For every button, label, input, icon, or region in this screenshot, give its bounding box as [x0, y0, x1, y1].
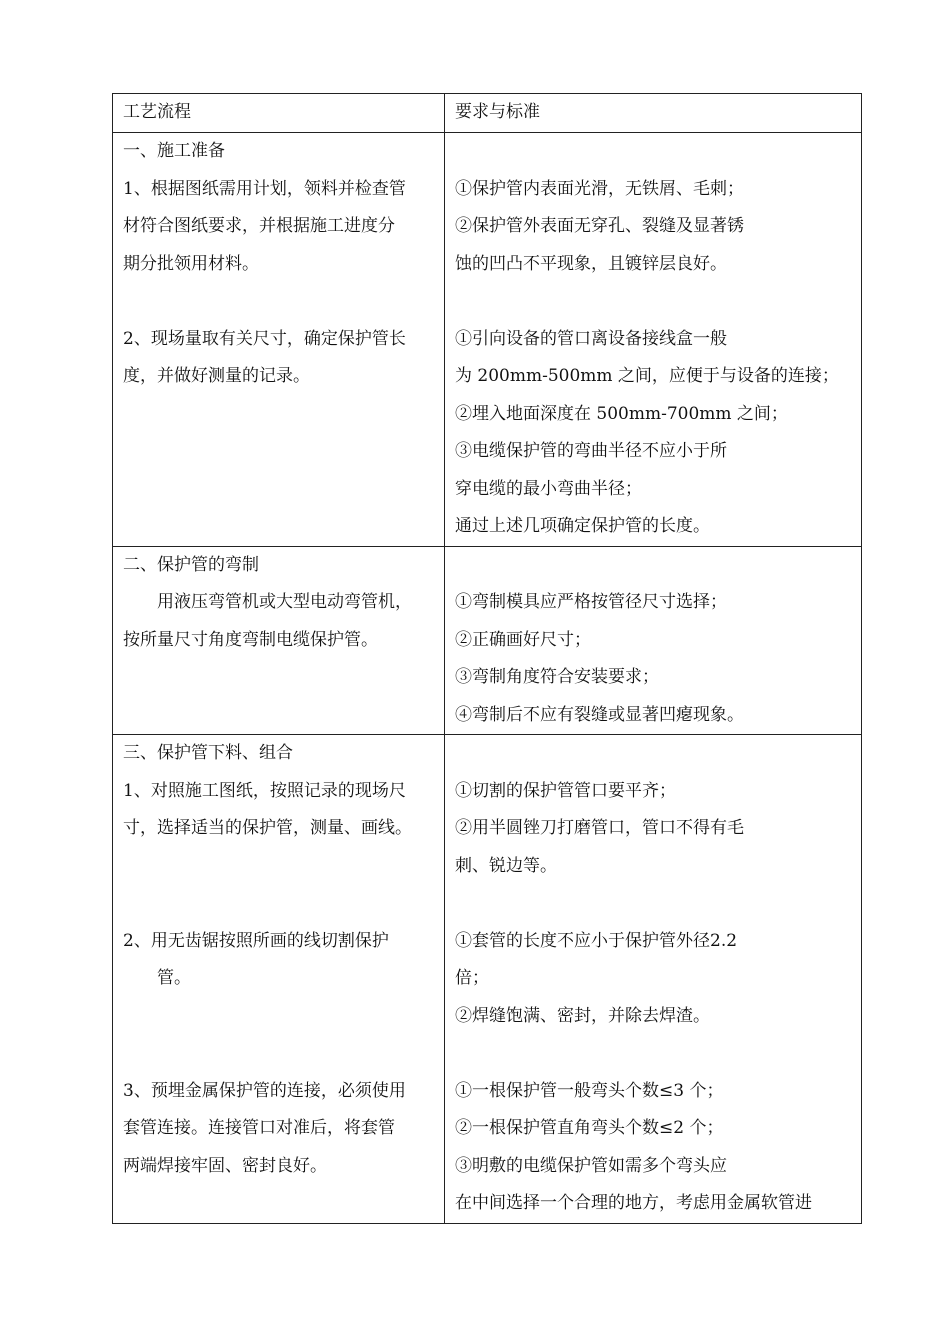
- spacer: [123, 848, 438, 886]
- spacer: [455, 885, 855, 923]
- step-text: 材符合图纸要求，并根据施工进度分: [123, 216, 395, 236]
- spacer: [455, 547, 855, 585]
- spacer: [455, 283, 855, 321]
- standard-text: 蚀的凹凸不平现象，且镀锌层良好。: [455, 253, 727, 274]
- step-text: 管。: [157, 968, 191, 988]
- step-text: 1、根据图纸需用计划，领料并检查管: [123, 178, 406, 199]
- step-text: 2、现场量取有关尺寸，确定保护管长: [123, 328, 406, 349]
- standard-text: ①切割的保护管管口要平齐；: [455, 780, 676, 801]
- process-cell: [113, 735, 445, 1224]
- step-text: 期分批领用材料。: [123, 253, 259, 274]
- standard-text: ①保护管内表面光滑，无铁屑、毛刺；: [455, 178, 744, 199]
- section-title: 二、保护管的弯制: [123, 554, 259, 575]
- standard-cell: [445, 133, 862, 547]
- table-row: [113, 735, 862, 1224]
- standard-text: ③明敷的电缆保护管如需多个弯头应: [455, 1155, 727, 1176]
- standard-text: ②正确画好尺寸；: [455, 629, 591, 650]
- step-text: 用液压弯管机或大型电动弯管机，: [157, 592, 412, 612]
- standard-text: 刺、锐边等。: [455, 855, 557, 876]
- step-text: 度，并做好测量的记录。: [123, 366, 310, 386]
- standard-text: ①引向设备的管口离设备接线盒一般: [455, 328, 727, 349]
- standard-text: ①弯制模具应严格按管径尺寸选择；: [455, 592, 727, 612]
- step-text: 套管连接。连接管口对准后，将套管: [123, 1118, 395, 1138]
- standard-text: ④弯制后不应有裂缝或显著凹瘪现象。: [455, 704, 744, 725]
- spacer: [123, 1035, 438, 1073]
- standard-text: ②焊缝饱满、密封，并除去焊渣。: [455, 1005, 710, 1026]
- standard-text: 穿电缆的最小弯曲半径；: [455, 478, 642, 499]
- spacer: [455, 1035, 855, 1073]
- step-text: 3、预埋金属保护管的连接，必须使用: [123, 1080, 406, 1101]
- process-standard-table: [112, 93, 862, 1224]
- spacer: [123, 283, 438, 321]
- section-title: 一、施工准备: [123, 141, 225, 161]
- standard-cell: [445, 735, 862, 1224]
- table-row: [113, 546, 862, 735]
- standard-text: ③电缆保护管的弯曲半径不应小于所: [455, 441, 727, 461]
- step-text: 按所量尺寸角度弯制电缆保护管。: [123, 629, 378, 650]
- spacer: [123, 998, 438, 1036]
- standard-text: ①一根保护管一般弯头个数≤3 个；: [455, 1080, 724, 1101]
- standard-text: 为 200mm-500mm 之间，应便于与设备的连接；: [455, 366, 839, 386]
- section-title: 三、保护管下料、组合: [123, 743, 293, 763]
- standard-text: 在中间选择一个合理的地方，考虑用金属软管进: [455, 1193, 812, 1213]
- spacer: [123, 885, 438, 923]
- step-text: 2、用无齿锯按照所画的线切割保护: [123, 930, 389, 951]
- standard-text: ②埋入地面深度在 500mm-700mm 之间；: [455, 403, 788, 424]
- standard-text: ②用半圆锉刀打磨管口，管口不得有毛: [455, 818, 744, 838]
- standard-text: ②一根保护管直角弯头个数≤2 个；: [455, 1118, 724, 1138]
- standard-text: ②保护管外表面无穿孔、裂缝及显著锈: [455, 216, 744, 236]
- standard-text: 通过上述几项确定保护管的长度。: [455, 516, 710, 536]
- standard-cell: [445, 546, 862, 735]
- standard-text: 倍；: [455, 968, 489, 988]
- step-text: 两端焊接牢固、密封良好。: [123, 1155, 327, 1176]
- table-header-row: [113, 94, 862, 133]
- process-cell: [113, 133, 445, 547]
- spacer: [455, 133, 855, 171]
- step-text: 寸，选择适当的保护管，测量、画线。: [123, 818, 412, 838]
- header-process: 工艺流程: [113, 94, 445, 133]
- process-cell: [113, 546, 445, 735]
- standard-text: ①套管的长度不应小于保护管外径2.2: [455, 930, 738, 951]
- table-row: [113, 133, 862, 547]
- step-text: 1、对照施工图纸，按照记录的现场尺: [123, 780, 406, 801]
- spacer: [455, 735, 855, 773]
- header-standard: 要求与标准: [445, 94, 862, 133]
- standard-text: ③弯制角度符合安装要求；: [455, 667, 659, 687]
